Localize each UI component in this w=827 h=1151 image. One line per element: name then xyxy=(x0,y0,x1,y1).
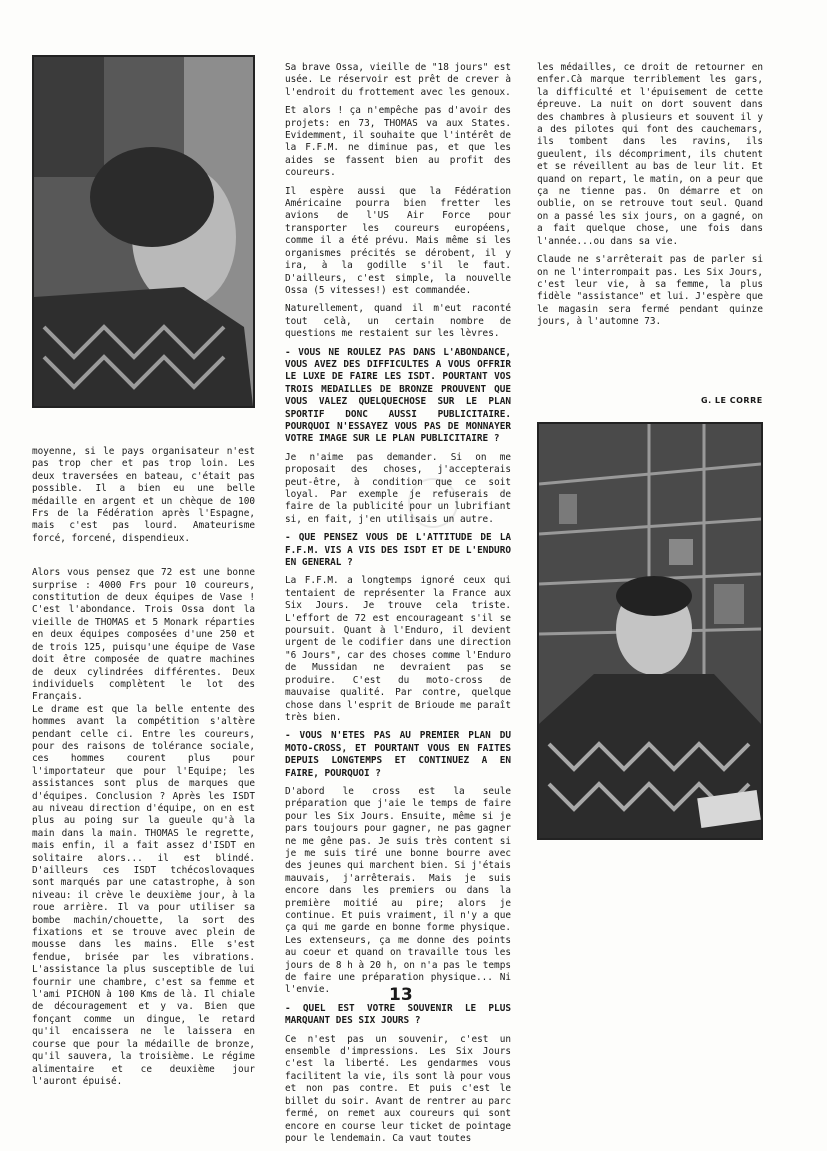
paragraph: Alors vous pensez que 72 est une bonne surprise : 4000 Frs pour 10 coureurs, constitution de deux équipes de Vase ! C'est l'abondance. Trois Ossa dont la vieille de THOMAS et 5 Monark réparties en deux équipes composées d'une 250 et de trois 125, puisqu'une équipe de Vase doit être composée de quatre machines de deux cylindrées différentes. Deux individuels complètent le lot des Français. xyxy=(32,567,255,703)
paragraph: Et alors ! ça n'empêche pas d'avoir des projets: en 73, THOMAS va aux States. Evidemment, il souhaite que l'intérêt de la F.F.M. ne diminue pas, et que les aides se fassent bien au profit des coureurs. xyxy=(285,105,511,179)
interview-question: - QUEL EST VOTRE SOUVENIR LE PLUS MARQUANT DES SIX JOURS ? xyxy=(285,1002,511,1027)
rider-portrait-photo xyxy=(537,422,763,840)
paragraph: Il espère aussi que la Fédération Américaine pourra bien fretter les avions de l'US Air Force pour transporter les coureurs européens, comme il a été prévu. Mais même si les organismes précités se dérobent, il y ira, à la godille s'il le faut. D'ailleurs, c'est simple, la nouvelle Ossa (5 vitesses!) est commandée. xyxy=(285,185,511,296)
paragraph: Naturellement, quand il m'eut raconté tout celà, un certain nombre de questions me restaient sur les lèvres. xyxy=(285,303,511,340)
interview-answer: Je n'aime pas demander. Si on me proposait des choses, j'accepterais peut-être, à condition que ce soit loyal. Par exemple je refuserais de faire de la publicité pour un lubrifiant si, en fait, j'en utilisais un autre. xyxy=(285,451,511,525)
paragraph: Claude ne s'arrêterait pas de parler si on ne l'interrompait pas. Les Six Jours, c'est leur vie, à sa femme, la plus fidèle "assistance" et lui. J'espère que le magasin sera fermé pendant quinze jours, à l'automne 73. xyxy=(537,254,763,328)
interview-answer: Ce n'est pas un souvenir, c'est un ensemble d'impressions. Les Six Jours c'est la liberté. Les gendarmes vous facilitent la vie, ils sont là pour vous et non pas contre. Et puis c'est le billet du soir. Avant de rentrer au parc fermé, on remet aux coureurs qui sont encore en course leur ticket de pointage pour le lendemain. Ca vaut toutes xyxy=(285,1033,511,1144)
interview-question: - QUE PENSEZ VOUS DE L'ATTITUDE DE LA F.F.M. VIS A VIS DES ISDT ET DE L'ENDURO EN GENERAL ? xyxy=(285,532,511,569)
rider-profile-photo xyxy=(32,55,255,408)
interview-answer: La F.F.M. a longtemps ignoré ceux qui tentaient de représenter la France aux Six Jours. Je trouve cela triste. L'effort de 72 est encourageant s'il se poursuit. Quant à l'Enduro, il devient urgent de le codifier dans une direction "6 Jours", car des choses comme l'Enduro de Mussidan ne devraient pas se produire. C'est du moto-cross de mauvaise qualité. Par contre, quelque chose dans l'esprit de Brioude me paraît très bien. xyxy=(285,575,511,723)
interview-answer: D'abord le cross est la seule préparation que j'aie le temps de faire pour les Six Jours. Ensuite, même si je pars toujours pour gagner, ne pas gagner ne me gêne pas. Je suis très content si je me suis tiré une bonne bourre avec des jeunes qui marchent bien. Si j'étais mauvais, j'arrêterais. Mais je suis encore dans les premiers ou dans la première moitié au pire; alors je continue. Et puis vraiment, il n'y a que ça qui me garde en bonne forme physique. Les extenseurs, ça me donne des points au coeur et quand on travaille tous les jours de 8 h à 20 h, on n'a pas le temps de faire une préparation physique... Ni l'envie. xyxy=(285,785,511,996)
paragraph: Le drame est que la belle entente des hommes avant la compétition s'altère pendant celle ci. Entre les coureurs, pour des raisons de tolérance sociale, ces hommes courent plus pour l'importateur que pour l'Equipe; les assistances sont plus de marques que d'équipes. Conclusion ? Après les ISDT au niveau direction d'équipe, on en est plus au poing sur la gueule qu'à la main dans la main. THOMAS le regrette, mais enfin, il a fait assez d'ISDT en solitaire alors... il est blindé. D'ailleurs ces ISDT tchécoslovaques sont marqués par une catastrophe, à son niveau: il crève le deuxième jour, à la roue arrière. Il va pour utiliser sa bombe machin/chouette, la sort des fixations et se trouve avec plein de mousse dans les mains. Elle s'est fendue, brisée par les vibrations. L'assistance la plus susceptible de lui fournir une chambre, c'est sa femme et l'ami PICHON à 100 Kms de là. Il chiale de découragement et y va. Bien que fonçant comme un dingue, le retard qu'il encaissera ne le laissera en course que pour la médaille de bronze, qu'il sauvera, la troisième. Le régime alimentaire et ce deuxième jour l'auront épuisé. xyxy=(32,703,255,1087)
paragraph: les médailles, ce droit de retourner en enfer.Cà marque terriblement les gars, la difficulté et l'épuisement de cette épreuve. La nuit on dort souvent dans des chambres à plusieurs et souvent il y a des pilotes qui font des cauchemars, ils tombent dans les ravins, ils gueulent, ils décompriment, ils chutent et se réveillent au bas de leur lit. Et quand on repart, le matin, on a peur que ça ne tienne pas. On démarre et on oublie, on se retrouve tout seul. Quand on a passé les six jours, on a gagné, on a fait quelque chose, une fois dans l'année...ou dans sa vie. xyxy=(537,62,763,247)
page-number: 13 xyxy=(389,985,413,1005)
photo-credit: G. LE CORRE xyxy=(701,396,763,405)
paragraph: Sa brave Ossa, vieille de "18 jours" est usée. Le réservoir est prêt de crever à l'endroit du frottement avec les genoux. xyxy=(285,62,511,98)
paragraph: moyenne, si le pays organisateur n'est pas trop cher et pas trop loin. Les deux traversées en bateau, c'était pas possible. Il a bien eu une belle médaille en argent et un chèque de 100 Frs de la Fédération après l'Espagne, mais c'est pas lourd. Amateurisme forcé, forcené, dispendieux. xyxy=(32,446,255,544)
column-left xyxy=(32,446,255,1088)
interview-question: - VOUS N'ETES PAS AU PREMIER PLAN DU MOTO-CROSS, ET POURTANT VOUS EN FAITES DEPUIS LONGTEMPS ET CONTINUEZ A EN FAIRE, POURQUOI ? xyxy=(285,730,511,779)
interview-question: - VOUS NE ROULEZ PAS DANS L'ABONDANCE, VOUS AVEZ DES DIFFICULTES A VOUS OFFRIR LE LUXE DE FAIRE LES ISDT. POURTANT VOS TROIS MEDAILLES DE BRONZE PROUVENT QUE VOUS VALEZ QUELQUECHOSE SUR LE PLAN SPORTIF DONC AUSSI PUBLICITAIRE. POURQUOI N'ESSAYEZ VOUS PAS DE MONNAYER VOTRE IMAGE SUR LE PLAN PUBLICITAIRE ? xyxy=(285,346,511,445)
column-right xyxy=(537,62,763,335)
